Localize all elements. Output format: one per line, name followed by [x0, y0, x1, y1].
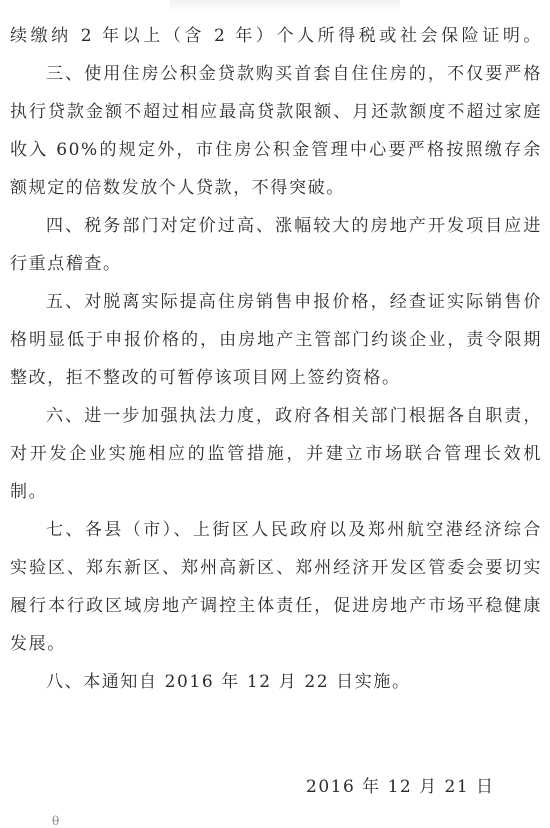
paragraph-line: 格明显低于申报价格的，由房地产主管部门约谈企业，责令限期 — [10, 330, 542, 350]
paragraph-line: 实验区、郑东新区、郑州高新区、郑州经济开发区管委会要切实 — [10, 558, 542, 578]
paragraph-line: 发展。 — [10, 634, 66, 654]
paragraph-line: 对开发企业实施相应的监管措施，并建立市场联合管理长效机 — [10, 444, 542, 464]
page-mark: θ — [52, 814, 60, 828]
paragraph-line: 续缴纳 2 年以上（含 2 年）个人所得税或社会保险证明。 — [10, 26, 542, 46]
paragraph-line: 履行本行政区域房地产调控主体责任，促进房地产市场平稳健康 — [10, 596, 542, 616]
paragraph-line: 制。 — [10, 482, 48, 502]
paragraph-line: 额规定的倍数发放个人贷款，不得突破。 — [10, 178, 345, 198]
paragraph-line: 行重点稽查。 — [10, 254, 122, 274]
paragraph-line: 执行贷款金额不超过相应最高贷款限额、月还款额度不超过家庭 — [10, 102, 542, 122]
paragraph-line: 收入 60%的规定外，市住房公积金管理中心要严格按照缴存余 — [10, 140, 542, 160]
paragraph-line: 四、税务部门对定价过高、涨幅较大的房地产开发项目应进 — [46, 216, 542, 236]
issue-date: 2016 年 12 月 21 日 — [306, 777, 495, 797]
paragraph-line: 三、使用住房公积金贷款购买首套自住住房的，不仅要严格 — [46, 64, 542, 84]
paragraph-line: 七、各县（市）、上街区人民政府以及郑州航空港经济综合 — [46, 520, 542, 540]
paragraph-line: 八、本通知自 2016 年 12 月 22 日实施。 — [46, 672, 411, 692]
paragraph-line: 六、进一步加强执法力度，政府各相关部门根据各自职责， — [46, 406, 542, 426]
scan-shadow — [170, 0, 400, 14]
paragraph-line: 整改，拒不整改的可暂停该项目网上签约资格。 — [10, 368, 401, 388]
paragraph-line: 五、对脱离实际提高住房销售申报价格，经查证实际销售价 — [46, 292, 542, 312]
